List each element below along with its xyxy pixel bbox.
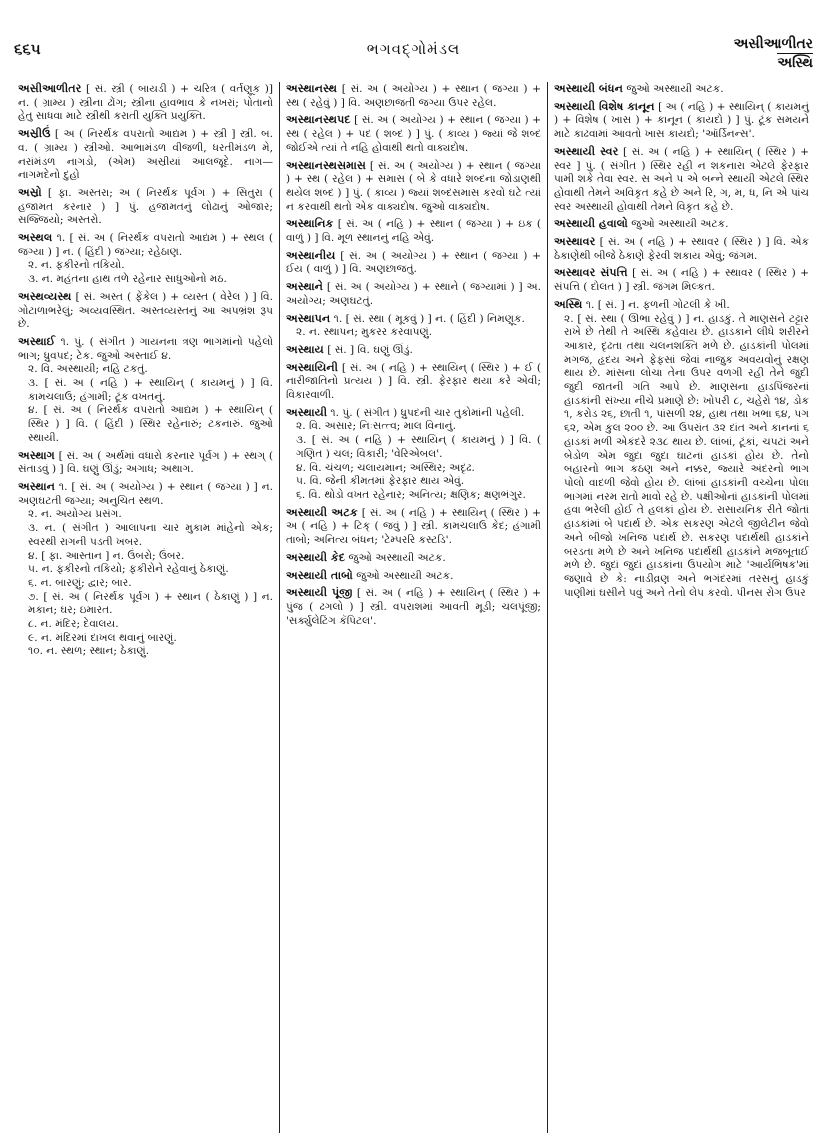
entry-headword: અસ્થવ્યસ્થ [18,289,72,303]
entry-definition: જુઓ અસ્થાયી અટક. [626,83,724,95]
dictionary-entry [286,551,541,566]
entry-subsense: ૨. ન. ફકીરનો તકિયો. [28,259,125,272]
entry-headword: અસ્થાગ [18,448,55,462]
entry-headword: અસ્થાયી કેદ [286,550,346,564]
entry-subsense: ૩. ન. મહંતના હાથ તળે રહેનાર સાધુઓનો મઠ. [28,273,227,286]
dictionary-entry [286,249,541,277]
entry-subsense: ૫. વિ. જેની કીમતમાં ફેરફાર થાય એવું. [296,475,465,488]
dictionary-entry [286,217,541,245]
guide-word-last: અસ્થિ [777,55,813,71]
entry-definition: [ સં. અ ( નહિ ) + સ્થાવર ( સ્થિર ) + સંપત્તિ ( દોલત ) ] સ્ત્રી. જંગમ મિલ્કત. [554,267,809,294]
entry-subsense: ૩. ન. ( સંગીત ) આલાપના ચાર મુકામ માંહેનો એક; સ્વરથી રાગની પડતી ખબર. [28,522,273,548]
entry-subsense: ૭. [ સં. અ ( નિરર્થક પૂર્વગ ) + સ્થાન ( ઠેકાણું ) ] ન. મકાન; ઘર; ઇમારત. [28,590,273,617]
entry-definition: ૧. [ સં. અ ( અયોગ્ય ) + સ્થાન ( જગ્યા ) ] ન. અણઘટતી જગ્યા; અનુચિત સ્થળ. [18,480,273,507]
entry-definition: ૧. [ સં. અ ( નિરર્થક વપરાતો આદ્યમ ) + સ્થલ ( જગ્યા ) ] ન. ( હિંદી ) જગ્યા; રહેઠાણ. [18,232,273,258]
entry-subsense: ૪. [ ફા. આસ્તાન ] ન. ઉંબરો; ઉંબર. [28,549,185,562]
dictionary-entry [286,159,541,215]
entry-headword: અસ્થાનસ્થપદ [286,113,351,127]
dictionary-entry [286,280,541,308]
entry-definition: [ સં. અ ( અયોગ્ય ) + સ્થાન ( જગ્યા ) + ઈય ( વાળું ) ] વિ. અણછાજતું. [286,249,542,276]
entry-headword: અસ્થાપન [286,311,331,325]
entry-definition: [ સં. અ ( અયોગ્ય ) + સ્થાન ( જગ્યા ) + સ્થ ( રહેલ ) + પદ ( શબ્દ ) ] પું. ( કાવ્ય ) જ્યાં જે શબ્દ જોઈએ ત્યાં તે નહિ હોવાથી થતો વાક્યદોષ. [286,114,541,154]
dictionary-entry [18,335,273,446]
entry-headword: અસીઆળીતર [18,82,82,95]
entry-subsense: ૪. વિ. ચંચળ; ચલાયમાન; અસ્થિર; અદૃઢ. [296,461,475,474]
entry-headword: અસ્થાયી [286,405,328,419]
entry-definition: જુઓ અસ્થાયી અટક. [631,218,729,231]
entry-subsense: ૫. ન. ફકીરનો તકિયો; ફકીરોને રહેવાનું ઠેકાણું. [28,563,229,576]
entry-headword: અસ્થાનસ્થસમાસ [286,158,366,172]
entry-definition: [ સં. અ ( નહિ ) + સ્થાવર ( સ્થિર ) ] વિ. એક ઠેકાણેથી બીજે ઠેકાણે ફેરવી શકાય એવું; જંગમ. [554,236,809,262]
dictionary-entry [286,82,541,110]
entry-headword: અસ્થાને [286,280,323,294]
entry-definition: [ સં. અ ( અયોગ્ય ) + સ્થાન ( જગ્યા ) + સ્થ ( રહેવું ) ] વિ. અણછાજતી જગ્યા ઉપર રહેલ. [286,83,541,109]
dictionary-entry [286,343,541,358]
entry-subsense: ૬. વિ. થોડો વખત રહેનાર; અનિત્ય; ક્ષણિક; ક્ષણભંગુર. [296,488,526,501]
entry-definition: [ સં. અસ્ત ( ફેંકેલ ) + વ્યસ્ત ( વેરેલ ) ] વિ. ગોટાળાભરેલું; અવ્યવસ્થિત. અસ્તવ્યસ્તનું આ અપભ્રંશ રૂપ છે. [18,290,273,331]
dictionary-entry [554,217,809,232]
entry-subsense: ૧૦. ન. સ્થળ; સ્થાન; ઠેકાણું. [28,645,150,658]
entry-definition: [ સં. અ ( નહિ ) + સ્થાન ( જગ્યા ) + ઇક ( વાળું ) ] વિ. મૂળ સ્થાનનું નહિ એવું. [286,218,541,245]
entry-definition: [ સં. અ ( અયોગ્ય ) + સ્થાને ( જગ્યામાં ) ] અ. અયોગ્ય; અણઘટતું. [286,281,541,307]
dictionary-entry [18,82,273,124]
dictionary-entry [18,449,273,477]
dictionary-entry [18,186,273,228]
dictionary-entry [554,100,809,142]
page-number: ૬૬૫ [14,40,41,58]
entry-headword: અસ્થાવર [554,235,596,249]
dictionary-entry [18,127,273,183]
entry-definition: જુઓ અસ્થાયી અટક. [356,569,454,582]
dictionary-entry [286,506,541,548]
entry-subsense: ૩. [ સં. અ ( નહિ ) + સ્થાયિન્ ( કાયમનું ) ] વિ. ( ગણિત ) ચલ; વિકારી; 'વેરિએબલ'. [296,434,541,460]
entry-headword: અસ્રો [18,185,42,199]
entry-definition: [ સં. સ્ત્રી ( બાયડી ) + ચરિત્ર ( વર્તણૂક )] ન. ( ગ્રામ્ય ) સ્ત્રીના ઢોંગ; સ્ત્રીના હાવભાવ કે નખરાં; પોતાનો હેતુ સાધવા માટે સ્ત્રીથી કરાતી યુક્તિ પ્રયુક્તિ. [18,83,273,123]
dictionary-entry [554,266,809,294]
entry-definition: ૧. પું. ( સંગીત ) ગાયનના ત્રણ ભાગમાંનો પહેલો ભાગ; ધ્રુવપદ; ટેક. જુઓ અસ્તાઈ ૪. [18,335,273,362]
entry-definition: [ સં. અ ( અયોગ્ય ) + સ્થાન ( જગ્યા ) + સ્થ ( રહેલ ) + સમાસ ( બે કે વધારે શબ્દના જોડાણથી થયેલ શબ્દ ) ] પું. ( કાવ્ય ) જ્યાં શબ્દસમાસ કરવો ઘટે ત્યાં ન કરવાથી થતો એક વાક્યદોષ. જુઓ વાક્યદોષ. [286,159,541,213]
entry-definition: [ સં. અ ( નહિ ) + સ્થાયિન્ ( સ્થિર ) + સ્વર ] પું. ( સંગીત ) સ્થિર રહી ન શકનારા એટલે ફેરફાર પામી શકે તેવા સ્વર. સ અને પ એ બન્ને સ્થાયી એટલે સ્થિર હોવાથી તેમને અવિકૃત કહે છે અને રિ, ગ, મ, ધ, નિ એ પાંચ સ્વર અસ્થાયી હોવાથી તેમને વિકૃત કહે છે. [554,145,809,213]
entry-definition: [ સં. અ ( નહિ ) + સ્થાયિન્ ( સ્થિર ) + અ ( નહિ ) + ટિક્ ( જવું ) ] સ્ત્રી. કામચલાઉ કેદ; હંગામી તાબો; અનિત્ય બંધન; 'ટેમ્પરરિ કસ્ટડિ'. [286,506,541,547]
entry-headword: અસ્થાયી વિશેષ કાનૂન [554,99,655,113]
entry-subsense: ૨. [ સં. સ્થા ( ઊભા રહેવું ) ] ન. હાડકું. તે માણસને ટટ્ટાર રાખે છે તેથી તે અસ્થિ કહેવાય છે. હાડકાને લીધે શરીરને આકાર, દૃઢતા તથા ચલનશક્તિ મળે છે. હાડકાંની પોલમાં મગજ, હૃદય અને ફેફસાં જેવાં નાજુક અવયવોનું રક્ષણ થાય છે. માંસના લોચા તેના ઉપર વળગી રહી તેને જુદી જુદી જાતની ગતિ આપે છે. માણસના હાડપિંજરનાં હાડકાંની સંખ્યા નીચે પ્રમાણે છે: ખોપરી ૮, ચહેરો ૧૪, ડોક ૧, કરોડ ૨૬, છાતી ૧, પાંસળી ૨૪, હાથ તથા ખભા ૬૪, પગ ૬૨, એમ કુલ ૨૦૦ છે. આ ઉપરાંત ૩૨ દાંત અને કાનનાં ૬ હાડકાં મળી એકંદરે ૨૩૮ થાય છે. લાંબાં, ટૂંકાં, ચપટાં અને બેડોળ એમ જુદા જુદા ઘાટનાં હાડકાં હોય છે. તેનો બહારનો ભાગ કઠણ અને નક્કર, જ્યારે અંદરનો ભાગ પોલો વાદળી જેવો હોય છે. લાંબાં હાડકાંની વચ્ચેના પોલા ભાગમાં નરમ રાતો માવો રહે છે. પક્ષીઓનાં હાડકાંની પોલમાં હવા ભરેલી હોઈ તે હલકાં હોય છે. રાસાયનિક રીતે જોતાં હાડકાંમાં બે પદાર્થ છે. એક સકરણ એટલે જીલેટીન જેવો અને બીજો ખનિજ પદાર્થ છે. સકરણ પદાર્થથી હાડકાંને બરડતા મળે છે અને ખનિજ પદાર્થથી હાડકાંને મજબૂતાઈ મળે છે. જુદાં જુદાં હાડકાંના ઉપયોગ માટે 'આર્યભિષક'માં જણાવે છે કે: નાડીવ્રણ અને ભગંદરમાં તરસનું હાડકું પાણીમાં ઘસીને પવું અને તેનો લેપ કરવો. પીનસ રોગ ઉપર [564,312,809,599]
entry-headword: અસ્થલ [18,231,53,245]
entry-headword: અસ્થાયી અટક [286,505,358,519]
page-header [14,36,813,78]
entry-definition: [ સં. ] વિ. ઘણું ઊંડું. [327,343,413,356]
dictionary-entry [554,82,809,97]
dictionary-entry [286,569,541,584]
entry-headword: અસ્થાયી તાબો [286,568,353,582]
dictionary-entry [18,231,273,287]
entry-definition: [ સં. અ ( નહિ ) + સ્થાયિન્ ( સ્થિર ) + ઈ ( નારીજાતિનો પ્રત્યય ) ] વિ. સ્ત્રી. ફેરફાર થયા કરે એવી; વિકારવાળી. [286,361,541,402]
dictionary-entry [18,480,273,659]
dictionary-entry [554,235,809,263]
entry-headword: અસ્થાયી પૂંજી [286,586,353,600]
entry-definition: ૧. [ સં. ] ન. ફળની ગોટલી કે ખી. [585,298,730,311]
entry-definition: જુઓ અસ્થાયી અટક. [348,551,446,564]
entry-subsense: ૮. ન. મંદિર; દેવાલય. [28,618,119,631]
entry-subsense: ૨. વિ. અસ્થાયી; નહિ ટકતું. [28,363,148,376]
entry-headword: અસ્થાયી હવાલો [554,217,628,231]
entry-definition: ૧. [ સં. સ્થા ( મૂકવું ) ] ન. ( હિંદી ) નિમણૂક. [333,312,525,325]
column-left [12,82,279,1133]
entry-headword: અસ્થિ [554,297,583,311]
dictionary-columns [12,82,815,1133]
entry-headword: અસ્થાનિક [286,217,334,231]
entry-definition: [ સં. અ ( અર્થમાં વધારો કરનાર પૂર્વગ ) + સ્થગ્ ( સંતાડવું ) ] વિ. ઘણું ઊંડું; અગાધ; અથાગ. [18,449,273,476]
entry-headword: અસ્રીઉં [18,127,51,141]
entry-subsense: ૪. [ સં. અ ( નિરર્થક વપરાતો આદ્યમ ) + સ્થાયિન્ ( સ્થિર ) ] વિ. ( હિંદી ) સ્થિર રહેનારું; ટકનારું. જુઓ સ્થાયી. [28,404,273,444]
page-title: ભગવદ્ગોમંડલ [366,40,461,58]
entry-headword: અસ્થાય [286,342,324,356]
entry-definition: [ અ ( નહિ ) + સ્થાયિન્ ( કાયમનું ) + વિશેષ ( ખાસ ) + કાનૂન ( કાયદો ) ] પું. ટૂંક સમયને માટે કાઢવામાં આવતો ખાસ કાયદો; 'ઑર્ડિનન્સ'. [554,100,809,141]
entry-headword: અસ્થાયિની [286,360,338,374]
entry-subsense: ૩. [ સં. અ ( નહિ ) + સ્થાયિન્ ( કાયમનું ) ] વિ. કામચલાઉ; હંગામી; ટૂંક વખતનું. [28,377,273,403]
entry-headword: અસ્થાનસ્થ [286,82,338,95]
entry-headword: અસ્થાનીય [286,248,336,262]
entry-headword: અસ્થાવર સંપત્તિ [554,266,628,280]
entry-headword: અસ્થાયી સ્વર [554,144,619,158]
entry-headword: અસ્થાઈ [18,334,56,348]
guide-word-first: અસીઆળીતર [733,36,813,52]
dictionary-entry [286,361,541,403]
entry-subsense: ૨. ન. અયોગ્ય પ્રસંગ. [28,508,122,521]
entry-subsense: ૯. ન. મંદિરમાં દાખલ થવાનું બારણું. [28,631,177,644]
entry-subsense: ૬. ન. બારણું; દ્વાર; બાર. [28,576,132,589]
dictionary-entry [18,290,273,332]
column-right [547,82,815,1133]
column-middle [279,82,547,1133]
dictionary-entry [286,113,541,155]
entry-headword: અસ્થાન [18,479,55,493]
entry-subsense: ૨. વિ. અસાર; નિઃસત્ત્વ; માલ વિનાનું. [296,420,456,433]
dictionary-entry [286,406,541,503]
dictionary-entry [286,312,541,340]
dictionary-entry [554,145,809,215]
entry-definition: [ ફા. અસ્તરા; અ ( નિરર્થક પૂર્વગ ) + સિતુરા ( હજામત કરનાર ) ] પું. હજામતનું લોઢાનું ઓજાર; સજ્જિયો; અસ્તરો. [18,186,273,227]
entry-headword: અસ્થાયી બંધન [554,82,623,95]
guide-words [734,36,813,72]
entry-subsense: ૨. ન. સ્થાપન; મુકરર કરવાપણું. [296,326,433,339]
entry-definition: ૧. પું. ( સંગીત ) ધ્રુપદની ચાર તુકોમાંની પહેલી. [330,406,525,419]
entry-definition: [ સં. અ ( નહિ ) + સ્થાયિન્ ( સ્થિર ) + પુંજ ( ઢગલો ) ] સ્ત્રી. વપરાશમાં આવતી મૂડી; ચલપૂંજી; 'સર્ક્યુલેટિંગ કૅપિટલ'. [286,587,541,627]
entry-definition: [ અ ( નિરર્થક વપરાતો આદ્યમ ) + સ્ત્રી ] સ્ત્રી. બ. વ. ( ગ્રામ્ય ) સ્ત્રીઓ. આભામંડળ વીજળી, ધરતીમંડળ મે, નરાંમંડળ નાગડો, (એમ) અસ્રીયાં આલજૂદે. નાગ—નાગમદેનો દુહો [18,128,273,182]
dictionary-entry [286,586,541,628]
dictionary-entry [554,298,809,600]
